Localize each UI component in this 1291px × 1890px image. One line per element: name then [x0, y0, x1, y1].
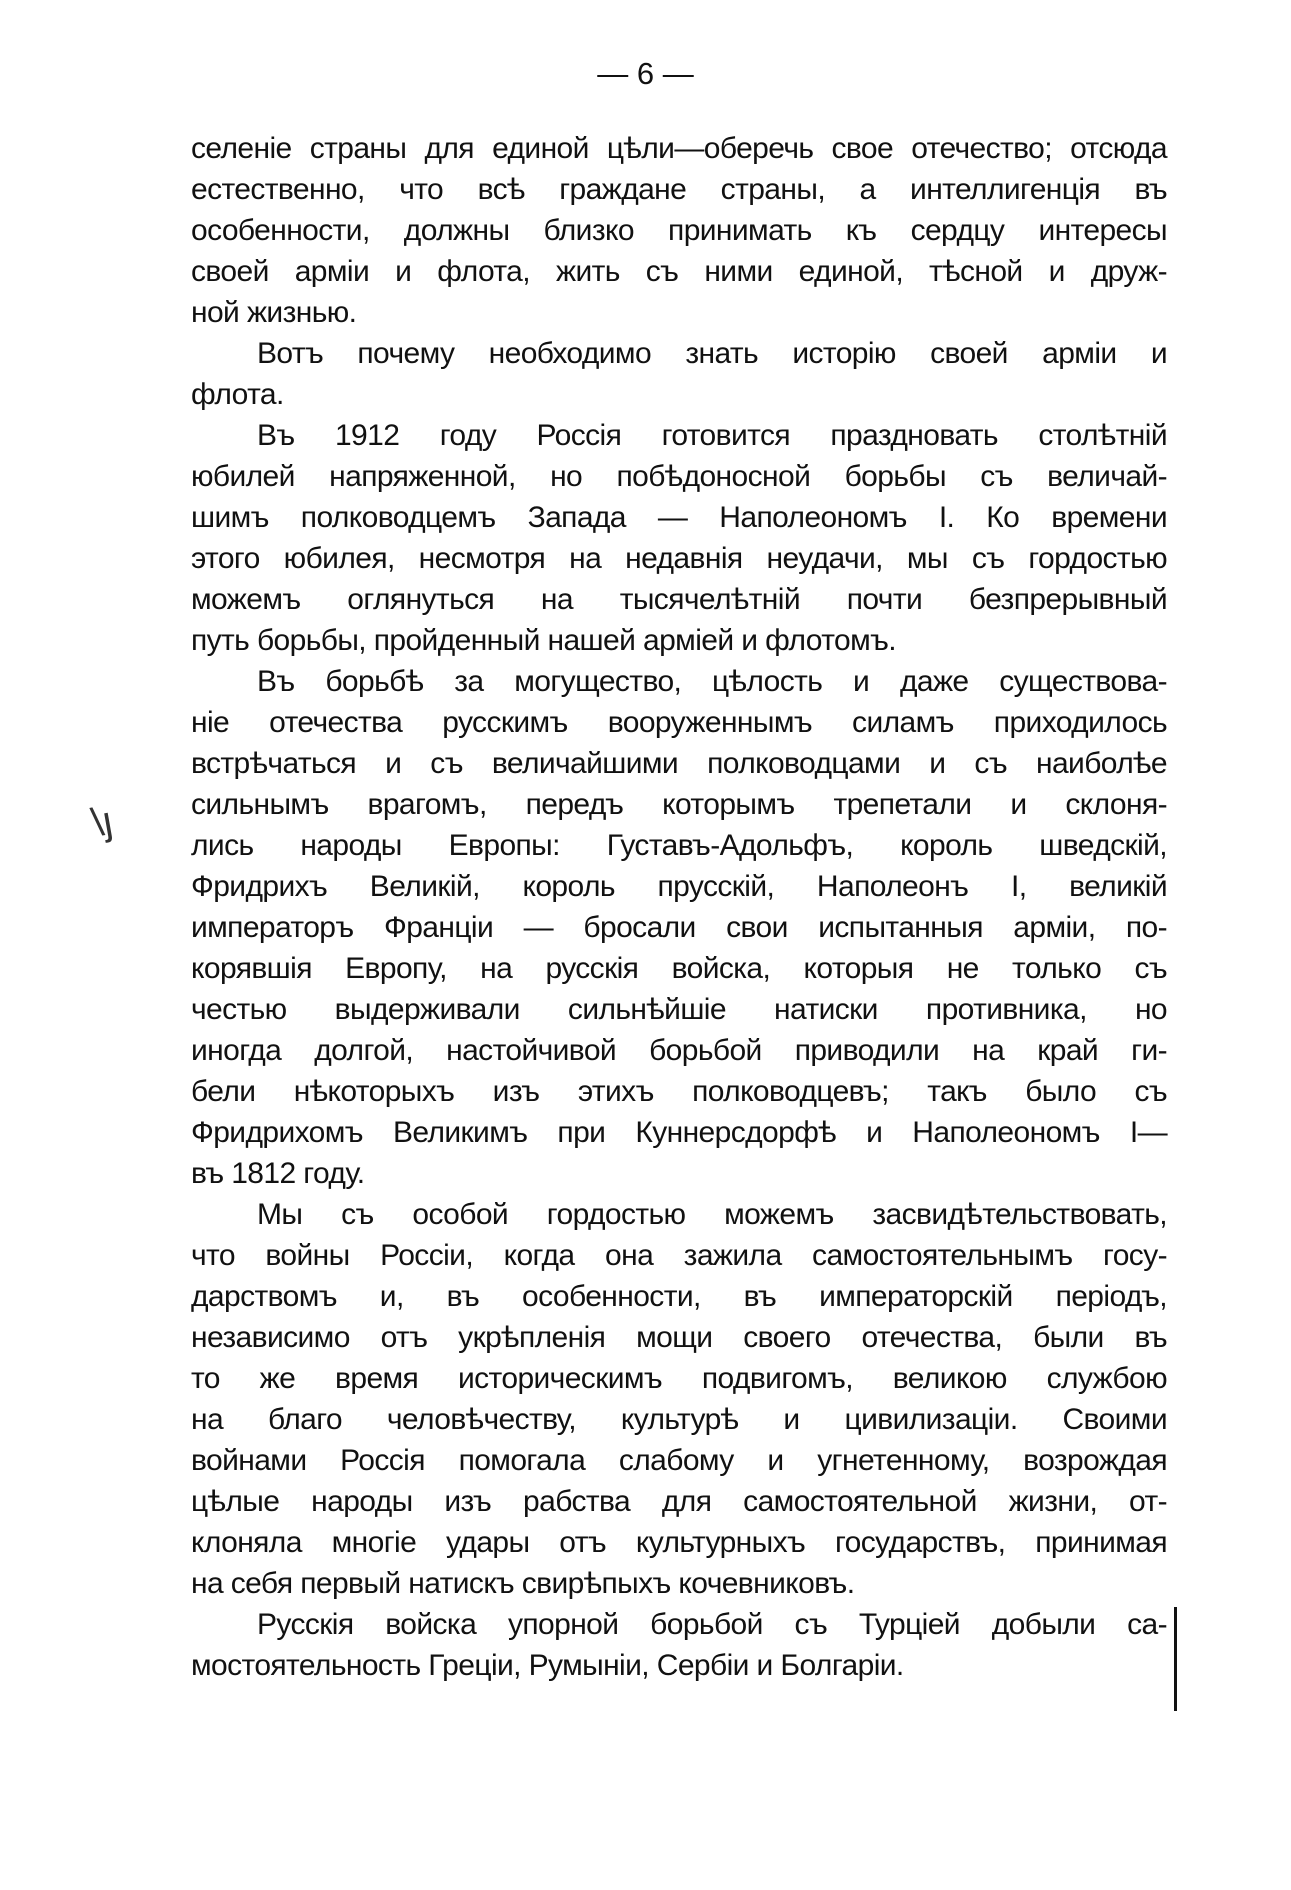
text-line: дарствомъ и, въ особенности, въ императорскій періодъ, [191, 1280, 1167, 1313]
text-line: Вотъ почему необходимо знать исторію своей арміи и [257, 337, 1167, 370]
text-line: Фридрихомъ Великимъ при Куннерсдорфѣ и Наполеономъ I— [191, 1116, 1167, 1149]
paragraph [191, 128, 1167, 333]
margin-pencil-mark: \ȷ [88, 798, 116, 846]
paragraph [191, 1194, 1167, 1604]
text-line: клоняла многіе удары отъ культурныхъ государствъ, принимая [191, 1526, 1167, 1559]
text-line: бели нѣкоторыхъ изъ этихъ полководцевъ; такъ было съ [191, 1075, 1167, 1108]
text-line: этого юбилея, несмотря на недавнія неудачи, мы съ гордостью [191, 542, 1167, 575]
text-line: что войны Россіи, когда она зажила самостоятельнымъ госу- [191, 1239, 1167, 1272]
text-line: юбилей напряженной, но побѣдоносной борьбы съ величай- [191, 460, 1167, 493]
text-line: сильнымъ врагомъ, передъ которымъ трепетали и склоня- [191, 788, 1167, 821]
text-line: особенности, должны близко принимать къ сердцу интересы [191, 214, 1167, 247]
text-line: войнами Россія помогала слабому и угнетенному, возрождая [191, 1444, 1167, 1477]
text-line: встрѣчаться и съ величайшими полководцами и съ наиболѣе [191, 747, 1167, 780]
text-line: честью выдерживали сильнѣйшіе натиски противника, но [191, 993, 1167, 1026]
text-line: Въ борьбѣ за могущество, цѣлость и даже существова- [257, 665, 1167, 698]
text-line: императоръ Франціи — бросали свои испытанныя арміи, по- [191, 911, 1167, 944]
text-line: флота. [191, 378, 284, 411]
paragraph [191, 415, 1167, 661]
body-text [191, 128, 1167, 1686]
text-line: Фридрихъ Великій, король прусскій, Наполеонъ I, великій [191, 870, 1167, 903]
paragraph [191, 333, 1167, 415]
text-line: селеніе страны для единой цѣли—оберечь свое отечество; отсюда [191, 132, 1167, 165]
text-line: лись народы Европы: Густавъ-Адольфъ, король шведскій, [191, 829, 1167, 862]
page-number: — 6 — [597, 56, 694, 91]
text-line: въ 1812 году. [191, 1157, 365, 1190]
paragraph [191, 661, 1167, 1194]
text-line: на благо человѣчеству, культурѣ и цивилизаціи. Своими [191, 1403, 1167, 1436]
text-line: своей арміи и флота, жить съ ними единой, тѣсной и друж- [191, 255, 1167, 288]
text-line: шимъ полководцемъ Запада — Наполеономъ I. Ко времени [191, 501, 1167, 534]
paragraph [191, 1604, 1167, 1686]
text-line: корявшія Европу, на русскія войска, которыя не только съ [191, 952, 1167, 985]
text-line: естественно, что всѣ граждане страны, а интеллигенція въ [191, 173, 1167, 206]
text-line: Мы съ особой гордостью можемъ засвидѣтельствовать, [257, 1198, 1167, 1231]
text-line: можемъ оглянуться на тысячелѣтній почти безпрерывный [191, 583, 1167, 616]
text-line: ной жизнью. [191, 296, 357, 329]
margin-vertical-line [1174, 1607, 1177, 1711]
text-line: ніе отечества русскимъ вооруженнымъ силамъ приходилось [191, 706, 1167, 739]
text-line: путь борьбы, пройденный нашей арміей и флотомъ. [191, 624, 897, 657]
text-line: иногда долгой, настойчивой борьбой приводили на край ги- [191, 1034, 1167, 1067]
text-line: цѣлые народы изъ рабства для самостоятельной жизни, от- [191, 1485, 1167, 1518]
text-line: Русскія войска упорной борьбой съ Турціей добыли са- [257, 1608, 1167, 1641]
text-line: независимо отъ укрѣпленія мощи своего отечества, были въ [191, 1321, 1167, 1354]
text-line: то же время историческимъ подвигомъ, великою службою [191, 1362, 1167, 1395]
text-line: Въ 1912 году Россія готовится праздновать столѣтній [257, 419, 1167, 452]
text-line: на себя первый натискъ свирѣпыхъ кочевниковъ. [191, 1567, 855, 1600]
text-line: мостоятельность Греціи, Румыніи, Сербіи и Болгаріи. [191, 1649, 904, 1682]
